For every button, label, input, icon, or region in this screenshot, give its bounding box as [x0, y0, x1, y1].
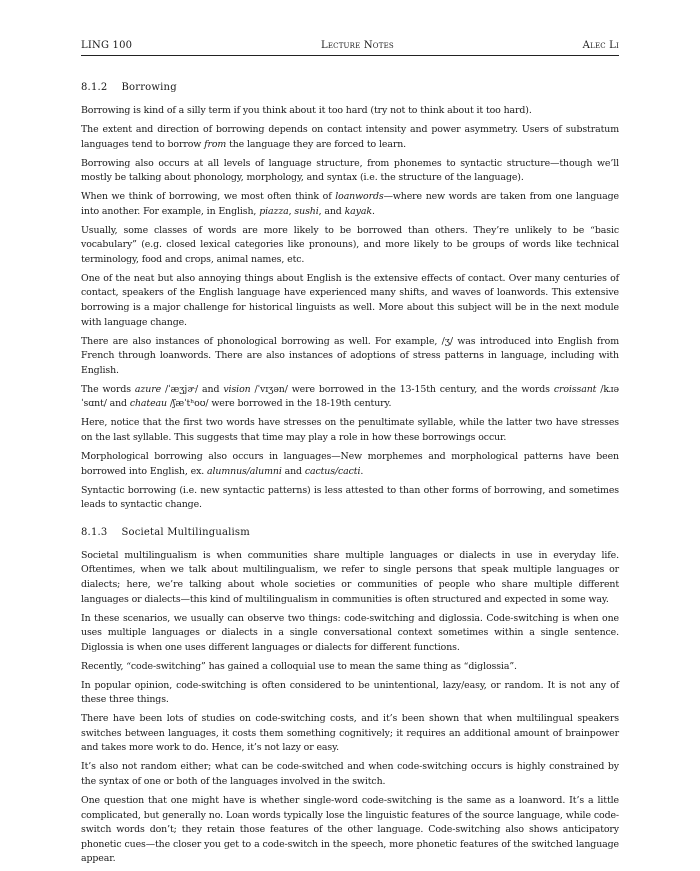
emphasized-term: azure: [134, 383, 162, 395]
section-body: [81, 549, 619, 867]
emphasized-term: vision: [223, 383, 251, 395]
paragraph: It’s also not random either; what can be code-switched and when code-switching occurs is highly constrained by the syntax of one or both of the languages involved in the switch.: [81, 761, 619, 788]
paragraph: In popular opinion, code-switching is often considered to be unintentional, lazy/easy, or random. It is not any of these three things.: [81, 679, 619, 706]
page-header: [81, 40, 619, 51]
paragraph: There are also instances of phonological borrowing as well. For example, /ʒ/ was introduced into English from French through loanwords. There are also instances of adoptions of stress patterns in language, including with English.: [81, 335, 619, 376]
section-title: Societal Multilingualism: [121, 526, 250, 538]
emphasized-term: chateau: [129, 398, 167, 410]
paragraph: The extent and direction of borrowing depends on contact intensity and power asymmetry. Users of substratum languages tend to borrow from the language they are forced to learn.: [81, 123, 619, 150]
emphasized-term: croissant: [553, 383, 597, 395]
emphasized-term: sushi: [294, 205, 319, 217]
section-number: 8.1.2: [81, 82, 108, 93]
page-content: [81, 82, 619, 871]
paragraph: Usually, some classes of words are more likely to be borrowed than others. They’re unlikely to be “basic vocabulary” (e.g. closed lexical categories like pronouns), and more likely to be groups of words like technical terminology, food and crops, animal names, etc.: [81, 224, 619, 265]
paragraph: One question that one might have is whether single-word code-switching is the same as a loanword. It’s a little complicated, but generally no. Loan words typically lose the linguistic features of the source language, while code-switch words don’t; they retain those features of the other language. Code-switching also shows anticipatory phonetic cues—the closer you get to a code-switch in the speech, more phonetic features of the switched language appear.: [81, 795, 619, 865]
emphasized-term: loanwords: [335, 191, 384, 203]
emphasized-term: alumnus/alumni: [207, 465, 282, 477]
header-author: Alec Li: [582, 40, 619, 51]
paragraph: The words azure /ˈæʒjɚ/ and vision /ˈvɪʒən/ were borrowed in the 13-15th century, and the words croissant /kɹəˈsɑnt/ and chateau /ʃæˈtʰoʊ/ were borrowed in the 18-19th century.: [81, 383, 619, 410]
paragraph: When we think of borrowing, we most often think of loanwords—where new words are taken from one language into another. For example, in English, piazza, sushi, and kayak.: [81, 191, 619, 217]
paragraph: In these scenarios, we usually can observe two things: code-switching and diglossia. Code-switching is when one uses multiple languages or dialects in a single conversational context sometimes within a single sentence. Diglossia is when one uses different languages or dialects for different functions.: [81, 612, 619, 653]
paragraph: Recently, “code-switching” has gained a colloquial use to mean the same thing as “diglossia”.: [81, 660, 517, 672]
paragraph: There have been lots of studies on code-switching costs, and it’s been shown that when multilingual speakers switches between languages, it costs them something cognitively; it requires an additional amount of brainpower and takes more work to do. Hence, it’s not lazy or easy.: [81, 713, 619, 754]
paragraph: Societal multilingualism is when communities share multiple languages or dialects in use in everyday life. Oftentimes, when we talk about multilingualism, we refer to single persons that speak multiple languages or dialects; here, we’re talking about whole societies or communities of people who share multiple different languages or dialects—this kind of multilingualism in communities is often structured and expected in some way.: [81, 549, 619, 605]
paragraph: Here, notice that the first two words have stresses on the penultimate syllable, while the latter two have stresses on the last syllable. This suggests that time may play a role in how these borrowings occur.: [81, 417, 619, 443]
paragraph: Syntactic borrowing (i.e. new syntactic patterns) is less attested to than other forms of borrowing, and sometimes leads to syntactic change.: [81, 484, 619, 511]
header-title: Lecture Notes: [320, 40, 394, 51]
emphasized-term: piazza: [259, 205, 289, 217]
section-body: [81, 104, 619, 513]
header-course: LING 100: [81, 40, 133, 51]
section-number: 8.1.3: [81, 526, 108, 538]
emphasized-term: from: [204, 138, 227, 150]
section-heading: [81, 527, 619, 538]
paragraph: Borrowing also occurs at all levels of language structure, from phonemes to syntactic structure—though we’ll mostly be talking about phonology, morphology, and syntax (i.e. the structure of the language).: [81, 157, 619, 184]
section-borrowing: [81, 82, 619, 513]
section-heading: [81, 82, 619, 93]
paragraph: Borrowing is kind of a silly term if you think about it too hard (try not to think about it too hard).: [81, 105, 532, 116]
emphasized-term: cactus/cacti: [304, 465, 361, 477]
paragraph: Morphological borrowing also occurs in languages—New morphemes and morphological patterns have been borrowed into English, ex. alumnus/alumni and cactus/cacti.: [81, 450, 619, 477]
section-title: Borrowing: [121, 82, 177, 93]
header-rule: [81, 55, 619, 56]
emphasized-term: kayak: [344, 205, 372, 217]
paragraph: One of the neat but also annoying things about English is the extensive effects of contact. Over many centuries of contact, speakers of the English language have experienced many shifts, and waves of loanwords. This extensive borrowing is a major challenge for historical linguists as well. More about this subject will be in the next module with language change.: [81, 272, 619, 328]
section-societal-multilingualism: [81, 527, 619, 867]
